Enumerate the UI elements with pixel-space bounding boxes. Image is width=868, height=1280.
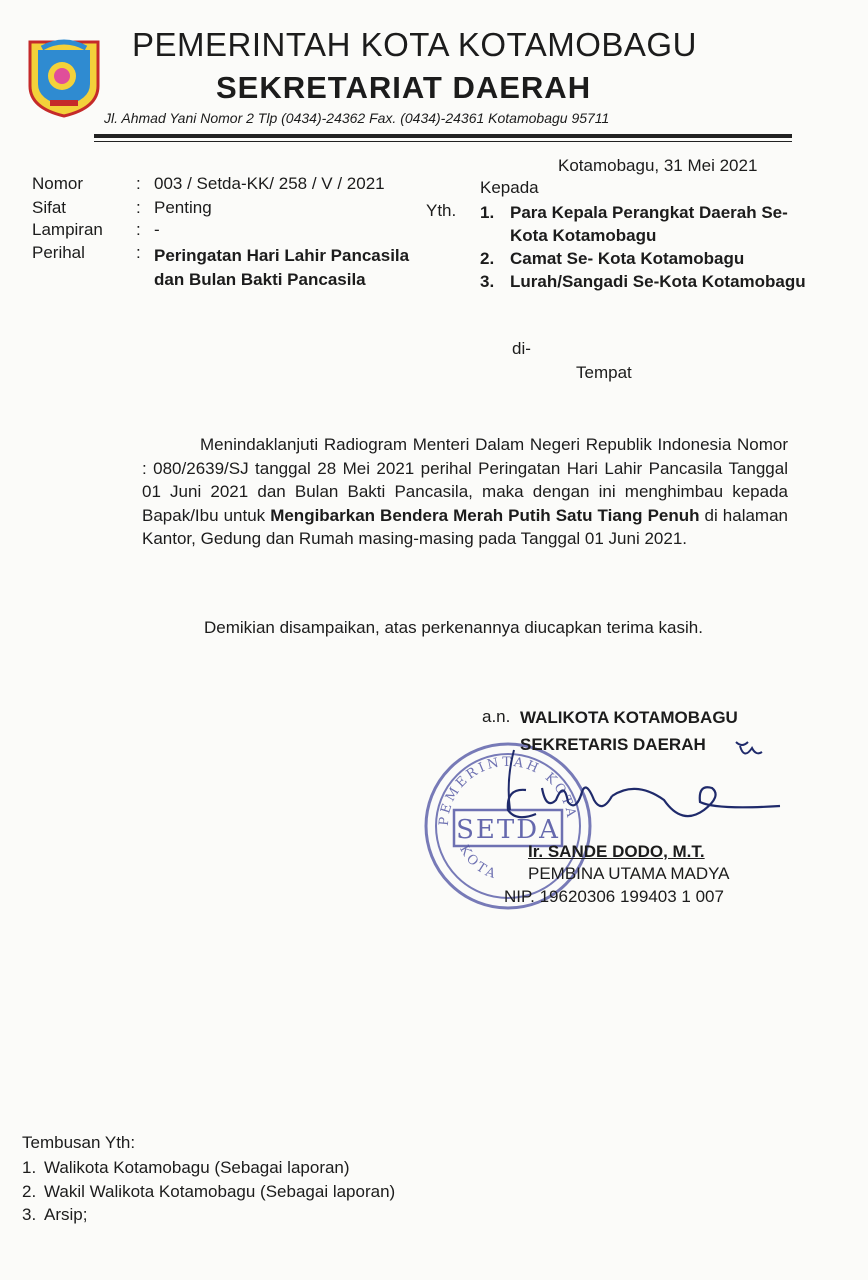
tembusan-text: Walikota Kotamobagu (Sebagai laporan) — [44, 1158, 350, 1177]
body-paragraph-1 — [142, 433, 788, 551]
tembusan-number: 1. — [22, 1158, 37, 1177]
stamp-bottom-text: KOTA — [456, 842, 501, 883]
letterhead-divider-thin — [94, 141, 792, 142]
sifat-colon: : — [136, 198, 141, 217]
nomor-value: 003 / Setda-KK/ 258 / V / 2021 — [154, 174, 385, 193]
letterhead-line2: SEKRETARIAT DAERAH — [216, 70, 592, 105]
list-item — [480, 270, 810, 293]
signer-name: Ir. SANDE DODO, M.T. — [528, 842, 705, 861]
body-text-a: Menindaklanjuti Radiogram Menteri Dalam Negeri Republik Indonesia Nomor : 080/2639/SJ tanggal 28 Mei 2021 perihal Peringatan Hari Lahir Pancasila Tanggal 01 Juni 2021 dan Bulan Bakti Pancasila, maka dengan ini menghimbau kepada Bapak/Ibu untuk — [142, 435, 788, 525]
nomor-label: Nomor — [32, 174, 84, 193]
signer-rank: PEMBINA UTAMA MADYA — [528, 864, 730, 883]
recipient-text: Lurah/Sangadi Se-Kota Kotamobagu — [510, 272, 806, 291]
kotamobagu-crest-icon — [22, 34, 106, 118]
recipient-text: Para Kepala Perangkat Daerah Se-Kota Kotamobagu — [510, 203, 788, 245]
body-text-b: di halaman Kantor, Gedung dan Rumah masing-masing pada Tanggal 01 Juni 2021. — [142, 505, 789, 549]
letterhead-address: Jl. Ahmad Yani Nomor 2 Tlp (0434)-24362 Fax. (0434)-24361 Kotamobagu 95711 — [104, 110, 610, 126]
tembusan-list — [22, 1156, 395, 1227]
list-item — [22, 1180, 395, 1204]
signer-position-2: SEKRETARIS DAERAH — [520, 735, 706, 754]
lampiran-value: - — [154, 220, 160, 239]
atas-nama-label: a.n. — [482, 707, 511, 726]
sifat-label: Sifat — [32, 198, 67, 217]
list-item — [480, 247, 810, 270]
stamp-center-text: SETDA — [456, 815, 560, 845]
tembusan-title: Tembusan Yth: — [22, 1133, 136, 1152]
signer-nip: NIP. 19620306 199403 1 007 — [504, 887, 724, 906]
stamp-top-text: PEMERINTAH KOTA — [436, 754, 579, 827]
letterhead-line1: PEMERINTAH KOTA KOTAMOBAGU — [132, 26, 697, 63]
list-item — [480, 201, 810, 247]
tembusan-number: 2. — [22, 1181, 37, 1201]
list-item — [22, 1156, 395, 1180]
nomor-colon: : — [136, 174, 141, 193]
lampiran-label: Lampiran — [32, 220, 103, 239]
list-item — [22, 1203, 395, 1227]
perihal-value: Peringatan Hari Lahir Pancasila dan Bulan Bakti Pancasila — [154, 246, 410, 289]
body-text-emphasis: Mengibarkan Bendera Merah Putih Satu Tiang Penuh — [270, 505, 700, 525]
signer-position-1: WALIKOTA KOTAMOBAGU — [520, 708, 738, 727]
kepada-label: Kepada — [480, 178, 539, 197]
yth-label: Yth. — [426, 201, 457, 220]
recipient-list — [480, 201, 810, 293]
perihal-label: Perihal — [32, 243, 85, 262]
letter-date: Kotamobagu, 31 Mei 2021 — [558, 156, 758, 175]
recipient-text: Camat Se- Kota Kotamobagu — [510, 249, 745, 268]
perihal-colon: : — [136, 243, 141, 262]
handwritten-signature-icon — [486, 740, 786, 850]
tembusan-text: Arsip; — [44, 1205, 88, 1224]
recipient-number: 1. — [480, 203, 495, 222]
tembusan-number: 3. — [22, 1205, 37, 1224]
lampiran-colon: : — [136, 220, 141, 239]
body-paragraph-2: Demikian disampaikan, atas perkenannya diucapkan terima kasih. — [204, 618, 703, 637]
tembusan-text: Wakil Walikota Kotamobagu (Sebagai laporan) — [44, 1181, 396, 1201]
recipient-number: 2. — [480, 249, 495, 268]
di-label: di- — [512, 339, 531, 358]
letterhead-divider-thick — [94, 134, 792, 138]
recipient-number: 3. — [480, 272, 495, 291]
tempat-label: Tempat — [576, 363, 632, 382]
sifat-value: Penting — [154, 198, 212, 217]
